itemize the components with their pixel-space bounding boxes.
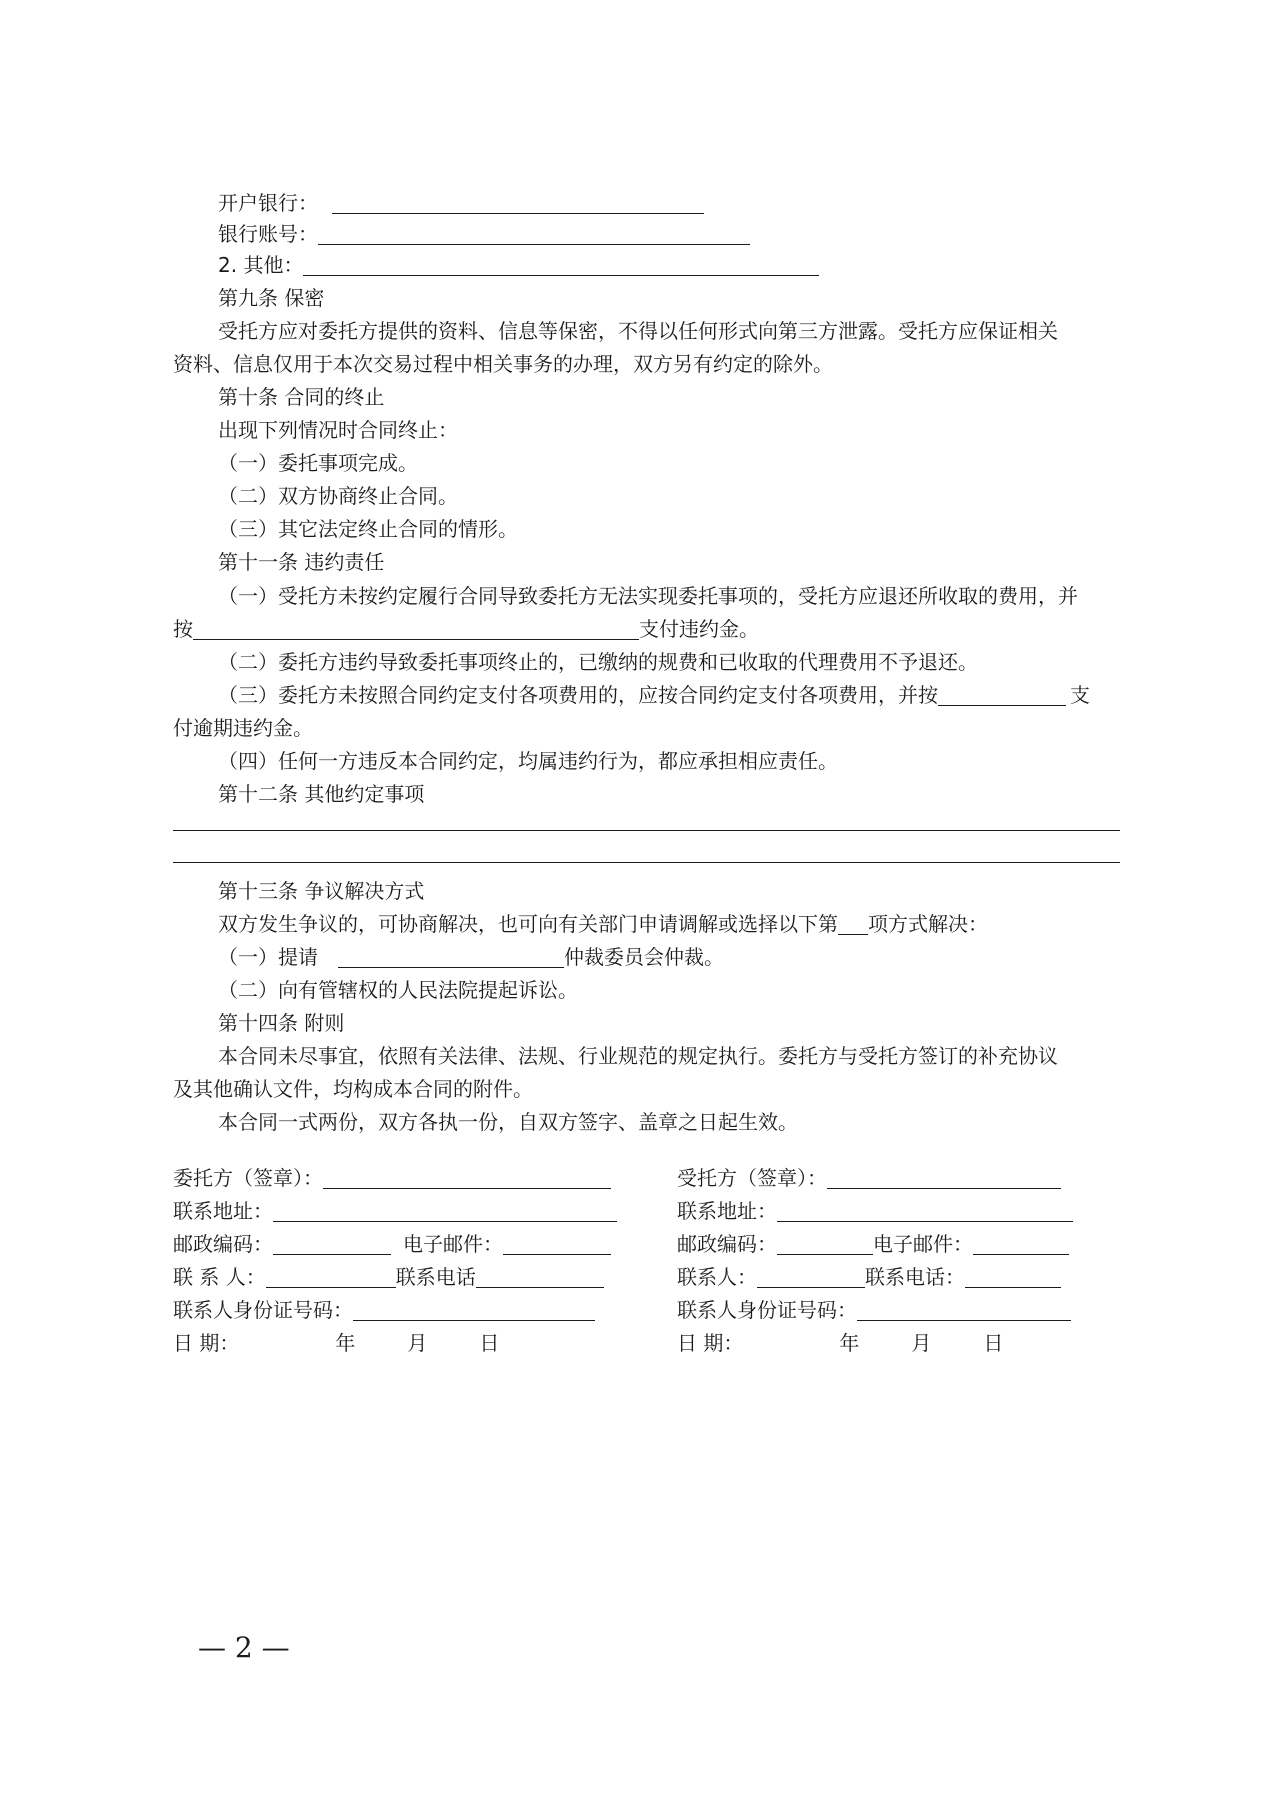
left-date-line: [173, 1328, 499, 1358]
right-address-label: 联系地址：: [677, 1199, 777, 1223]
right-day-label: 日: [983, 1331, 1004, 1355]
art11-p3b: 付逾期违约金。: [173, 716, 313, 740]
left-id-label: 联系人身份证号码：: [173, 1298, 353, 1322]
left-email-label: 电子邮件：: [403, 1232, 503, 1256]
right-id-line: [677, 1295, 1071, 1325]
art9-title: 第九条 保密: [218, 286, 325, 310]
right-contact-line: [677, 1262, 1061, 1292]
left-postcode-field[interactable]: [273, 1232, 391, 1255]
left-party-line: [173, 1163, 611, 1193]
right-email-label: 电子邮件：: [873, 1232, 973, 1256]
right-party-label: 受托方（签章）：: [677, 1166, 827, 1190]
art11-p3a-post: 支: [1070, 683, 1090, 707]
art14-p2: 本合同一式两份，双方各执一份，自双方签字、盖章之日起生效。: [218, 1110, 798, 1134]
right-year-label: 年: [839, 1331, 860, 1355]
art9-p1a: 受托方应对委托方提供的资料、信息等保密，不得以任何形式向第三方泄露。受托方应保证相关: [218, 319, 1058, 343]
right-address-line: [677, 1196, 1073, 1226]
left-email-field[interactable]: [503, 1232, 611, 1255]
right-phone-field[interactable]: [965, 1265, 1061, 1288]
other-line: [218, 250, 819, 280]
art11-p1a: （一）受托方未按约定履行合同导致委托方无法实现委托事项的，受托方应退还所收取的费用，并: [218, 584, 1078, 608]
art11-late-penalty-field[interactable]: [938, 683, 1066, 706]
art14-p1b: 及其他确认文件，均构成本合同的附件。: [173, 1077, 533, 1101]
art13-p1-post: 项方式解决：: [868, 912, 988, 936]
art12-blank-line-2[interactable]: [173, 862, 1120, 863]
right-email-field[interactable]: [973, 1232, 1069, 1255]
right-party-field[interactable]: [827, 1166, 1061, 1189]
art10-intro: 出现下列情况时合同终止：: [218, 418, 458, 442]
art11-p4: （四）任何一方违反本合同约定，均属违约行为，都应承担相应责任。: [218, 749, 838, 773]
left-postcode-label: 邮政编码：: [173, 1232, 273, 1256]
left-day-label: 日: [479, 1331, 500, 1355]
right-date-label: 日 期：: [677, 1331, 744, 1355]
right-phone-label: 联系电话：: [865, 1265, 965, 1289]
left-party-field[interactable]: [323, 1166, 611, 1189]
right-id-field[interactable]: [857, 1298, 1071, 1321]
left-month-label: 月: [407, 1331, 428, 1355]
art11-p2: （二）委托方违约导致委托事项终止的，已缴纳的规费和已收取的代理费用不予退还。: [218, 650, 978, 674]
other-label: 2. 其他：: [218, 253, 304, 277]
right-postcode-field[interactable]: [777, 1232, 873, 1255]
art14-title: 第十四条 附则: [218, 1011, 345, 1035]
art10-item-1: （一）委托事项完成。: [218, 451, 418, 475]
right-date-line: [677, 1328, 1003, 1358]
left-address-label: 联系地址：: [173, 1199, 273, 1223]
left-year-label: 年: [335, 1331, 356, 1355]
art10-item-2: （二）双方协商终止合同。: [218, 484, 458, 508]
right-party-line: [677, 1163, 1061, 1193]
art13-item1-pre: （一）提请: [218, 945, 318, 969]
art13-p1-line: [218, 909, 988, 939]
art11-p3a-line: [218, 680, 1090, 710]
right-postcode-line: [677, 1229, 1069, 1259]
art13-p1-pre: 双方发生争议的，可协商解决，也可向有关部门申请调解或选择以下第: [218, 912, 838, 936]
art12-title: 第十二条 其他约定事项: [218, 782, 425, 806]
art13-item1-line: [218, 942, 724, 972]
art11-title: 第十一条 违约责任: [218, 550, 385, 574]
left-phone-field[interactable]: [476, 1265, 604, 1288]
art13-item2: （二）向有管辖权的人民法院提起诉讼。: [218, 978, 578, 1002]
left-phone-label: 联系电话: [395, 1265, 476, 1289]
left-date-label: 日 期：: [173, 1331, 240, 1355]
left-party-label: 委托方（签章）：: [173, 1166, 323, 1190]
page-number: — 2 —: [198, 1631, 290, 1664]
art11-penalty-field[interactable]: [193, 617, 639, 640]
right-contact-label: 联系人：: [677, 1265, 757, 1289]
bank-account-label: 银行账号：: [218, 222, 318, 246]
art13-option-field[interactable]: [838, 912, 868, 935]
left-postcode-line: [173, 1229, 611, 1259]
art11-p1b-line: [173, 614, 759, 644]
right-id-label: 联系人身份证号码：: [677, 1298, 857, 1322]
bank-account-line: [218, 219, 750, 249]
right-postcode-label: 邮政编码：: [677, 1232, 777, 1256]
art9-p1b: 资料、信息仅用于本次交易过程中相关事务的办理，双方另有约定的除外。: [173, 352, 833, 376]
art11-p1b-post: 支付违约金。: [639, 617, 759, 641]
bank-open-line: [218, 188, 704, 218]
left-id-line: [173, 1295, 595, 1325]
left-contact-label: 联 系 人：: [173, 1265, 266, 1289]
left-contact-line: [173, 1262, 604, 1292]
art11-p1b-pre: 按: [173, 617, 193, 641]
art14-p1a: 本合同未尽事宜，依照有关法律、法规、行业规范的规定执行。委托方与受托方签订的补充协议: [218, 1044, 1058, 1068]
art10-title: 第十条 合同的终止: [218, 385, 385, 409]
left-address-line: [173, 1196, 617, 1226]
art13-arbitration-field[interactable]: [338, 945, 564, 968]
art10-item-3: （三）其它法定终止合同的情形。: [218, 517, 518, 541]
bank-open-label: 开户银行：: [218, 191, 318, 215]
right-month-label: 月: [911, 1331, 932, 1355]
art12-blank-line-1[interactable]: [173, 830, 1120, 831]
left-contact-field[interactable]: [266, 1265, 396, 1288]
right-address-field[interactable]: [777, 1199, 1073, 1222]
art11-p3a-pre: （三）委托方未按照合同约定支付各项费用的，应按合同约定支付各项费用，并按: [218, 683, 938, 707]
bank-open-field[interactable]: [332, 191, 704, 214]
art13-item1-post: 仲裁委员会仲裁。: [564, 945, 724, 969]
left-id-field[interactable]: [353, 1298, 595, 1321]
right-contact-field[interactable]: [757, 1265, 865, 1288]
other-field[interactable]: [303, 253, 819, 276]
left-address-field[interactable]: [273, 1199, 617, 1222]
bank-account-field[interactable]: [318, 222, 750, 245]
art13-title: 第十三条 争议解决方式: [218, 879, 425, 903]
